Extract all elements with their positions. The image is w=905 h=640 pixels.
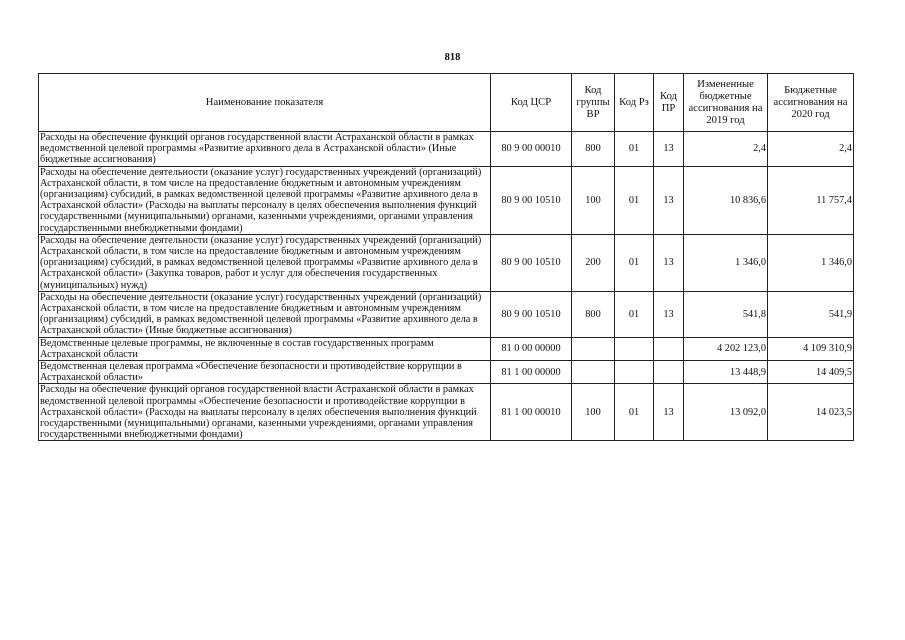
table-row bbox=[39, 234, 854, 291]
row-rz: 01 bbox=[615, 384, 654, 441]
row-name: Расходы на обеспечение функций органов государственной власти Астраханской области в рамках ведомственной целевой программы «Развитие архивного дела в Астраханской области» (Иные бюджетные ассигнования) bbox=[39, 132, 491, 167]
table-row bbox=[39, 132, 854, 167]
header-2020: Бюджетные ассигнования на 2020 год bbox=[768, 74, 854, 132]
row-rz: 01 bbox=[615, 132, 654, 167]
row-csr: 81 0 00 00000 bbox=[491, 337, 572, 360]
row-pr: 13 bbox=[654, 166, 684, 234]
row-rz: 01 bbox=[615, 166, 654, 234]
row-name: Расходы на обеспечение деятельности (оказание услуг) государственных учреждений (организаций) Астраханской области, в том числе на предоставление бюджетным и автономным учреждениям (организациям) субсидий, в рамках ведомственной целевой программы «Развитие архивного дела в Астраханской области» (Иные бюджетные ассигнования) bbox=[39, 291, 491, 337]
table-row bbox=[39, 166, 854, 234]
row-2020: 14 023,5 bbox=[768, 384, 854, 441]
header-rz: Код Рз bbox=[615, 74, 654, 132]
row-2019: 13 092,0 bbox=[684, 384, 768, 441]
header-pr: Код ПР bbox=[654, 74, 684, 132]
row-vr: 100 bbox=[572, 166, 615, 234]
header-csr: Код ЦСР bbox=[491, 74, 572, 132]
row-2019: 13 448,9 bbox=[684, 361, 768, 384]
page-number: 818 bbox=[444, 52, 461, 63]
row-2019: 1 346,0 bbox=[684, 234, 768, 291]
row-rz: 01 bbox=[615, 234, 654, 291]
budget-table bbox=[38, 73, 854, 441]
row-name: Расходы на обеспечение деятельности (оказание услуг) государственных учреждений (организаций) Астраханской области, в том числе на предоставление бюджетным и автономным учреждениям (организациям) субсидий, в рамках ведомственной целевой программы «Развитие архивного дела в Астраханской области» (Закупка товаров, работ и услуг для обеспечения государственных (муниципальных) нужд) bbox=[39, 234, 491, 291]
table-row bbox=[39, 384, 854, 441]
row-vr bbox=[572, 361, 615, 384]
header-name: Наименование показателя bbox=[39, 74, 491, 132]
header-2019: Измененные бюджетные ассигнования на 2019 год bbox=[684, 74, 768, 132]
table-row bbox=[39, 361, 854, 384]
row-name: Ведомственная целевая программа «Обеспечение безопасности и противодействие коррупции в Астраханской области» bbox=[39, 361, 491, 384]
row-name: Расходы на обеспечение деятельности (оказание услуг) государственных учреждений (организаций) Астраханской области, в том числе на предоставление бюджетным и автономным учреждениям (организациям) субсидий, в рамках ведомственной целевой программы «Развитие архивного дела в Астраханской области» (Расходы на выплаты персоналу в целях обеспечения выполнения функций государственными (муниципальными) органами, казенными учреждениями, органами управления государственными внебюджетными фондами) bbox=[39, 166, 491, 234]
row-rz bbox=[615, 337, 654, 360]
row-vr: 800 bbox=[572, 132, 615, 167]
row-rz: 01 bbox=[615, 291, 654, 337]
row-pr: 13 bbox=[654, 291, 684, 337]
row-vr: 800 bbox=[572, 291, 615, 337]
row-vr bbox=[572, 337, 615, 360]
row-2019: 2,4 bbox=[684, 132, 768, 167]
row-name: Расходы на обеспечение функций органов государственной власти Астраханской области в рамках ведомственной целевой программы «Обеспечение безопасности и противодействие коррупции в Астраханской области» (Расходы на выплаты персоналу в целях обеспечения выполнения функций государственными (муниципальными) органами, казенными учреждениями, органами управления государственными внебюджетными фондами) bbox=[39, 384, 491, 441]
row-pr bbox=[654, 361, 684, 384]
row-csr: 81 1 00 00000 bbox=[491, 361, 572, 384]
row-rz bbox=[615, 361, 654, 384]
row-2020: 2,4 bbox=[768, 132, 854, 167]
row-2020: 1 346,0 bbox=[768, 234, 854, 291]
row-2020: 4 109 310,9 bbox=[768, 337, 854, 360]
row-2020: 11 757,4 bbox=[768, 166, 854, 234]
table-header-row bbox=[39, 74, 854, 132]
row-2020: 14 409,5 bbox=[768, 361, 854, 384]
row-csr: 81 1 00 00010 bbox=[491, 384, 572, 441]
row-name: Ведомственные целевые программы, не включенные в состав государственных программ Астраханской области bbox=[39, 337, 491, 360]
row-pr: 13 bbox=[654, 384, 684, 441]
row-pr: 13 bbox=[654, 132, 684, 167]
row-csr: 80 9 00 10510 bbox=[491, 166, 572, 234]
table-row bbox=[39, 337, 854, 360]
row-pr: 13 bbox=[654, 234, 684, 291]
row-2020: 541,9 bbox=[768, 291, 854, 337]
row-vr: 100 bbox=[572, 384, 615, 441]
row-pr bbox=[654, 337, 684, 360]
row-vr: 200 bbox=[572, 234, 615, 291]
row-csr: 80 9 00 10510 bbox=[491, 234, 572, 291]
row-2019: 4 202 123,0 bbox=[684, 337, 768, 360]
row-csr: 80 9 00 00010 bbox=[491, 132, 572, 167]
row-2019: 541,8 bbox=[684, 291, 768, 337]
row-2019: 10 836,6 bbox=[684, 166, 768, 234]
row-csr: 80 9 00 10510 bbox=[491, 291, 572, 337]
table-row bbox=[39, 291, 854, 337]
header-vr: Код группы ВР bbox=[572, 74, 615, 132]
